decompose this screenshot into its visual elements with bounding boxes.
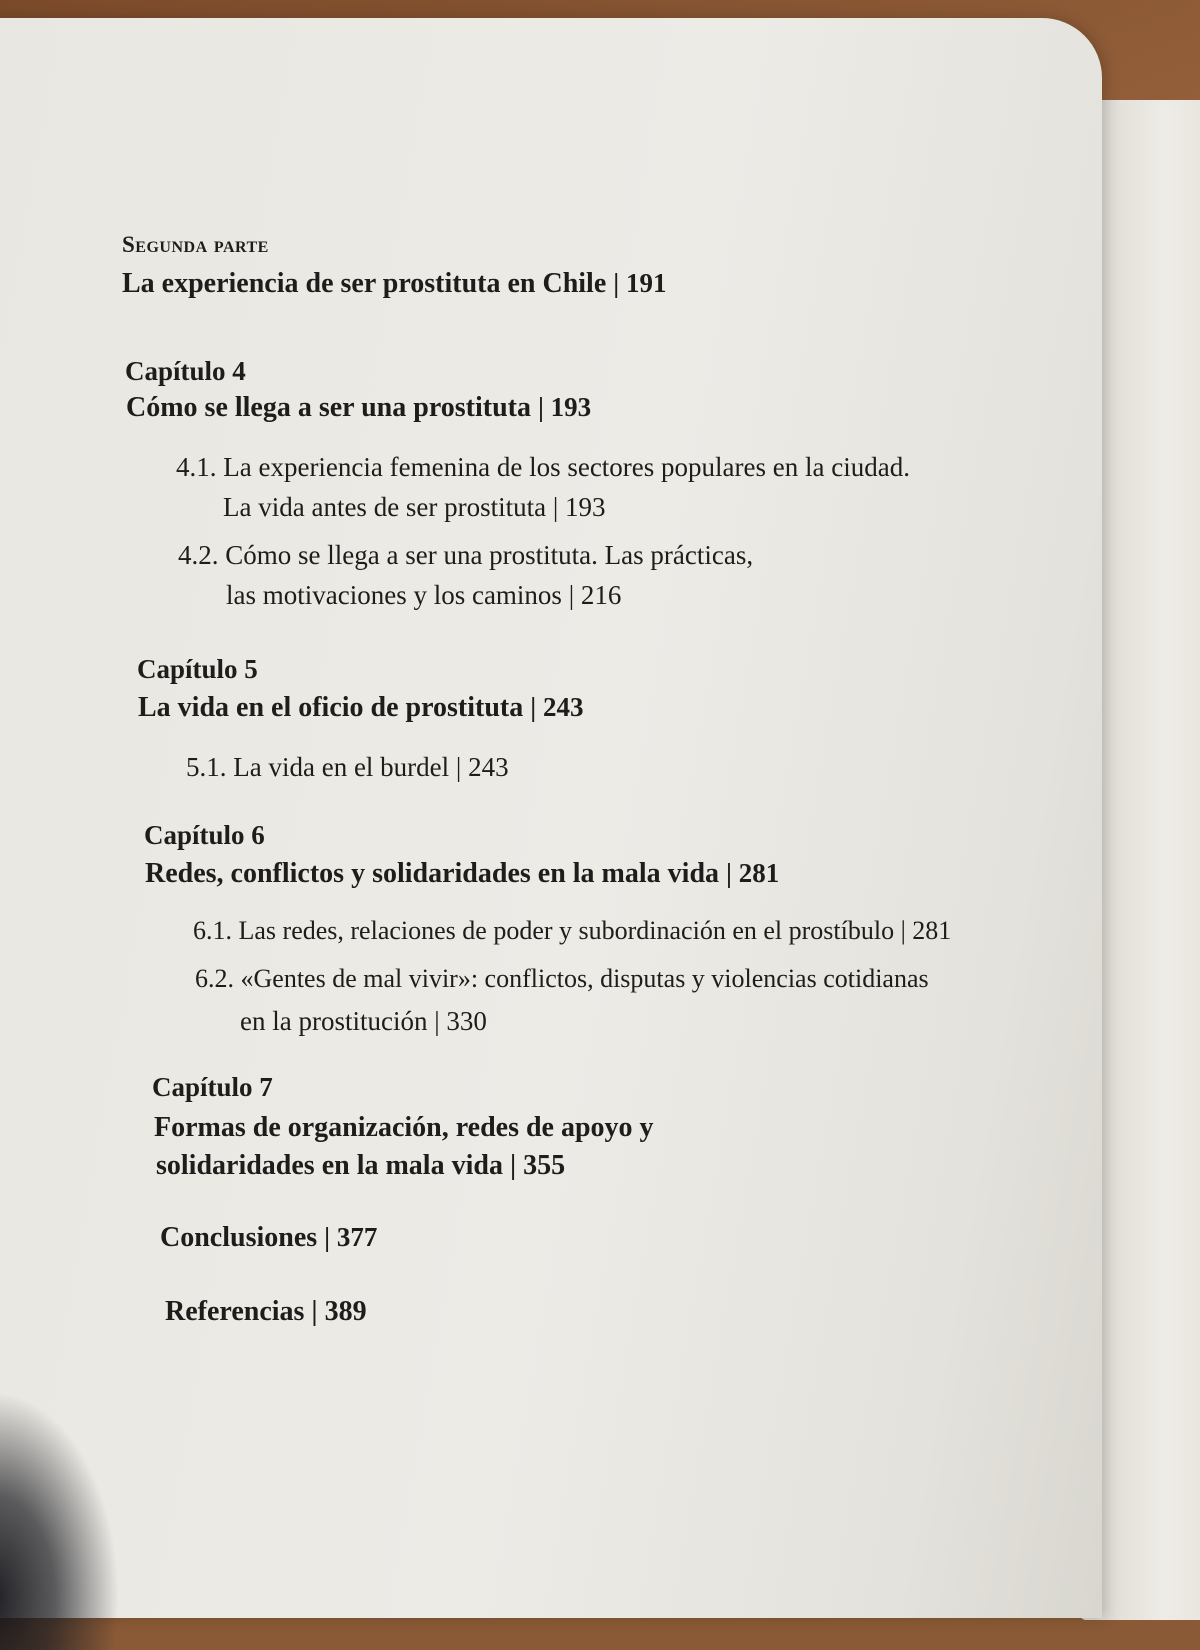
section-number: 6.2. — [195, 964, 234, 993]
section-5-1 — [186, 752, 509, 783]
chapter-6-label: Capítulo 6 — [144, 820, 265, 850]
chapter-4-title: Cómo se llega a ser una prostituta — [126, 392, 531, 423]
section-number: 6.1. — [193, 916, 232, 945]
section-title: La vida en el burdel | 243 — [233, 752, 509, 782]
chapter-4-label: Capítulo 4 — [125, 356, 246, 386]
section-6-2-continuation: en la prostitución | 330 — [240, 1006, 487, 1036]
conclusions-entry — [160, 1222, 377, 1254]
part-title: La experiencia de ser prostituta en Chile — [122, 268, 607, 299]
section-number: 4.1. — [176, 452, 217, 482]
section-4-1 — [176, 452, 910, 483]
chapter-4-title-line — [126, 392, 591, 424]
references-entry: Referencias | 389 — [165, 1296, 367, 1327]
section-4-1-continuation: La vida antes de ser prostituta | 193 — [223, 492, 606, 522]
chapter-6-title: Redes, conflictos y solidaridades en la mala vida — [145, 858, 720, 889]
part-label: Segunda parte — [122, 232, 269, 257]
section-number: 4.2. — [178, 540, 219, 570]
conclusions-page: | 377 — [324, 1222, 378, 1252]
chapter-5-label: Capítulo 5 — [137, 654, 258, 684]
part-page: | 191 — [613, 268, 667, 298]
section-6-2 — [195, 964, 929, 994]
chapter-7-label: Capítulo 7 — [152, 1072, 273, 1102]
chapter-7-title-continuation: solidaridades en la mala vida | 355 — [156, 1150, 566, 1181]
chapter-6-title-line — [145, 858, 779, 890]
section-title: Cómo se llega a ser una prostituta. Las prácticas, — [225, 540, 754, 570]
section-title: Las redes, relaciones de poder y subordinación en el prostíbulo | 281 — [238, 916, 952, 945]
section-title: «Gentes de mal vivir»: conflictos, disputas y violencias cotidianas — [240, 964, 929, 993]
chapter-5-page: | 243 — [530, 692, 584, 722]
chapter-5-title: La vida en el oficio de prostituta — [138, 692, 524, 723]
conclusions-title: Conclusiones — [160, 1222, 318, 1253]
section-6-1 — [193, 916, 951, 946]
chapter-4-page: | 193 — [537, 392, 592, 422]
chapter-7-title: Formas de organización, redes de apoyo y — [154, 1112, 654, 1143]
section-title: La experiencia femenina de los sectores populares en la ciudad. — [223, 452, 910, 482]
section-4-2-continuation: las motivaciones y los caminos | 216 — [226, 580, 622, 610]
section-4-2 — [178, 540, 753, 571]
section-number: 5.1. — [186, 752, 227, 782]
part-title-line — [122, 268, 666, 300]
chapter-6-page: | 281 — [726, 858, 780, 888]
chapter-5-title-line — [138, 692, 583, 724]
